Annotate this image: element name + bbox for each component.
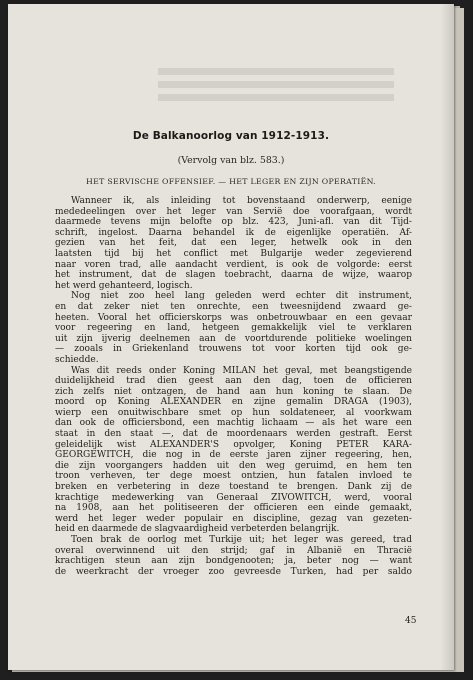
book-page [8,4,454,670]
text-line: wierp een onuitwischbare smet op hun soldateneer, al voorkwam [55,407,412,418]
text-line: mededeelingen over het leger van Servië doe voorafgaan, wordt [55,206,412,217]
text-line: GEORGEWITCH, die nog in de eerste jaren zijner regeering, hen, [55,450,412,461]
text-line: naar voren trad, alle aandacht verdient, is ook de volgorde: eerst [55,259,412,270]
text-line: gezien van het feit, dat een leger, hetwelk ook in den [55,238,412,249]
text-line: heeten. Vooral het officierskorps was onbetrouwbaar en een gevaar [55,312,412,323]
page-shadow [440,4,454,670]
text-line: na 1908, aan het politiseeren der officieren een einde gemaakt, [55,503,412,514]
text-line: daarmede tevens mijn belofte op blz. 423, Juni-afl. van dit Tijd- [55,217,412,228]
text-line: heid en daarmede de slagvaardigheid verbeterden belangrijk. [55,524,340,535]
text-line: geleidelijk wist ALEXANDER'S opvolger, Koning PETER KARA- [55,439,412,450]
continuation-note: (Vervolg van blz. 583.) [177,155,285,166]
text-line: en dat zeker niet ten onrechte, een tweesnijdend zwaard ge- [55,301,412,312]
text-line: krachtigen steun aan zijn bondgenooten; ja, beter nog — want [55,556,412,567]
text-line: laatsten tijd bij het conflict met Bulgarije weder zegevierend [55,248,412,259]
text-line: het werd gehanteerd, logisch. [55,280,193,291]
text-line: werd het leger weder populair en discipline, gezag van gezeten- [55,513,412,524]
text-line: Wanneer ik, als inleiding tot bovenstaand onderwerp, eenige [71,196,412,206]
show-through-text [8,62,454,102]
text-line: breken en verbetering in deze toestand te brengen. Dank zij de [55,482,412,493]
text-line: schiedde. [55,354,99,365]
text-line: de weerkracht der vroeger zoo gevreesde Turken, had per saldo [55,566,412,577]
text-line: dan ook de officiersbond, een machtig lichaam — als het ware een [55,418,412,429]
text-line: voor regeering en land, hetgeen gemakkelijk viel te verklaren [55,323,412,334]
text-line: moord op Koning ALEXANDER en zijne gemalin DRAGA (1903), [55,397,412,408]
text-line: het instrument, dat de slagen toebracht, daarna de wijze, waarop [55,270,412,281]
body-text [55,196,412,577]
text-line: staat in den staat —, dat de moordenaars werden gestraft. Eerst [55,429,412,440]
text-line: krachtige medewerking van Generaal ZIVOWITCH, werd, vooral [55,492,412,503]
text-line: — zooals in Griekenland trouwens tot voor korten tijd ook ge- [55,344,412,355]
text-line: uit zijn ijverig deelnemen aan de voortdurende politieke woelingen [55,333,412,344]
text-line: die zijn voorgangers hadden uit den weg geruimd, en hem ten [55,460,412,471]
text-line: overal overwinnend uit den strijd; gaf in Albanië en Thracië [55,545,412,556]
text-line: duidelijkheid trad dien geest aan den dag, toen de officieren [55,376,412,387]
text-line: zich zelfs niet ontzagen, de hand aan hun koning te slaan. De [55,386,412,397]
text-line: troon verheven, ter dege moest ontzien, hun fatalen invloed te [55,471,412,482]
text-line: Nog niet zoo heel lang geleden werd echter dit instrument, [71,291,412,302]
article-title: De Balkanoorlog van 1912-1913. [132,130,330,142]
text-line: Toen brak de oorlog met Turkije uit; het leger was gereed, trad [71,535,412,545]
text-line: Was dit reeds onder Koning MILAN het geval, met beangstigende [71,365,412,376]
section-heading: HET SERVISCHE OFFENSIEF. — HET LEGER EN ZIJN OPERATIËN. [86,177,376,186]
page-number: 45 [405,616,417,626]
text-line: schrift, ingelost. Daarna behandel ik de eigenlijke operatiën. Af- [55,227,412,238]
